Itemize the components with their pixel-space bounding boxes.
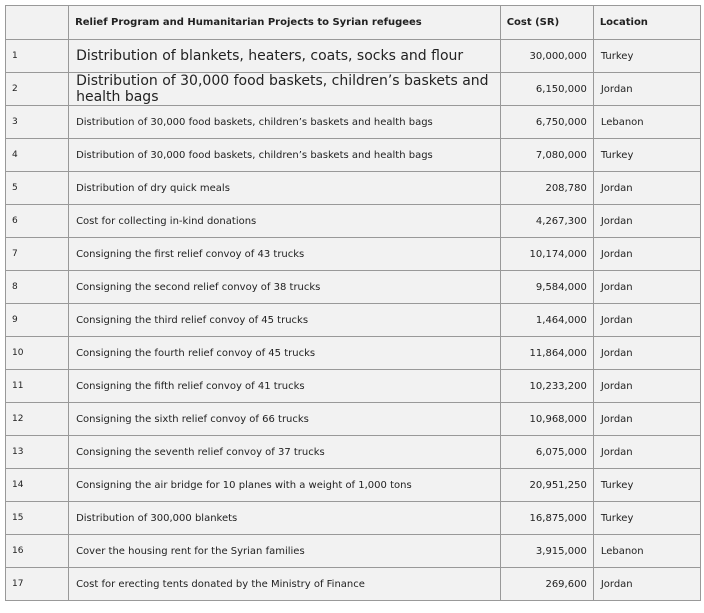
row-program: Consigning the second relief convoy of 38 trucks — [69, 271, 501, 304]
row-program: Distribution of dry quick meals — [69, 172, 501, 205]
row-location: Jordan — [593, 172, 700, 205]
row-number: 11 — [6, 370, 69, 403]
header-program: Relief Program and Humanitarian Projects to Syrian refugees — [69, 6, 501, 40]
row-cost: 9,584,000 — [500, 271, 593, 304]
header-number — [6, 6, 69, 40]
table-header-row — [6, 6, 701, 40]
row-location: Jordan — [593, 370, 700, 403]
row-cost: 3,915,000 — [500, 535, 593, 568]
table-row — [6, 172, 701, 205]
row-location: Jordan — [593, 238, 700, 271]
table-row — [6, 436, 701, 469]
row-number: 12 — [6, 403, 69, 436]
row-program: Distribution of 30,000 food baskets, children’s baskets and health bags — [69, 139, 501, 172]
row-number: 14 — [6, 469, 69, 502]
header-cost: Cost (SR) — [500, 6, 593, 40]
row-cost: 20,951,250 — [500, 469, 593, 502]
table-row — [6, 370, 701, 403]
table-body — [6, 40, 701, 601]
row-number: 9 — [6, 304, 69, 337]
row-location: Turkey — [593, 40, 700, 73]
row-program: Consigning the air bridge for 10 planes with a weight of 1,000 tons — [69, 469, 501, 502]
row-cost: 10,174,000 — [500, 238, 593, 271]
row-number: 2 — [6, 73, 69, 106]
row-location: Turkey — [593, 139, 700, 172]
table-row — [6, 337, 701, 370]
table-row — [6, 568, 701, 601]
row-location: Jordan — [593, 271, 700, 304]
table-row — [6, 304, 701, 337]
row-number: 15 — [6, 502, 69, 535]
row-number: 10 — [6, 337, 69, 370]
row-program: Distribution of 300,000 blankets — [69, 502, 501, 535]
row-number: 7 — [6, 238, 69, 271]
row-location: Lebanon — [593, 106, 700, 139]
table-row — [6, 73, 701, 106]
row-number: 5 — [6, 172, 69, 205]
table-row — [6, 535, 701, 568]
row-location: Jordan — [593, 403, 700, 436]
row-program: Distribution of 30,000 food baskets, children’s baskets and health bags — [69, 73, 501, 106]
table-row — [6, 271, 701, 304]
row-location: Jordan — [593, 337, 700, 370]
row-program: Consigning the fifth relief convoy of 41 trucks — [69, 370, 501, 403]
row-cost: 6,075,000 — [500, 436, 593, 469]
row-cost: 7,080,000 — [500, 139, 593, 172]
row-location: Jordan — [593, 205, 700, 238]
row-number: 6 — [6, 205, 69, 238]
row-cost: 1,464,000 — [500, 304, 593, 337]
table-row — [6, 139, 701, 172]
row-location: Turkey — [593, 469, 700, 502]
table-row — [6, 469, 701, 502]
row-program: Consigning the first relief convoy of 43 trucks — [69, 238, 501, 271]
row-cost: 10,233,200 — [500, 370, 593, 403]
row-number: 4 — [6, 139, 69, 172]
row-cost: 4,267,300 — [500, 205, 593, 238]
table-row — [6, 238, 701, 271]
table-row — [6, 403, 701, 436]
row-cost: 269,600 — [500, 568, 593, 601]
row-number: 8 — [6, 271, 69, 304]
row-location: Turkey — [593, 502, 700, 535]
row-program: Consigning the third relief convoy of 45 trucks — [69, 304, 501, 337]
row-location: Jordan — [593, 436, 700, 469]
row-number: 13 — [6, 436, 69, 469]
row-location: Jordan — [593, 304, 700, 337]
row-program: Distribution of 30,000 food baskets, children’s baskets and health bags — [69, 106, 501, 139]
table-row — [6, 205, 701, 238]
row-cost: 16,875,000 — [500, 502, 593, 535]
table-row — [6, 502, 701, 535]
row-number: 17 — [6, 568, 69, 601]
row-program: Consigning the fourth relief convoy of 45 trucks — [69, 337, 501, 370]
row-program: Distribution of blankets, heaters, coats, socks and flour — [69, 40, 501, 73]
row-number: 3 — [6, 106, 69, 139]
row-program: Cover the housing rent for the Syrian families — [69, 535, 501, 568]
row-program: Cost for erecting tents donated by the Ministry of Finance — [69, 568, 501, 601]
row-cost: 6,150,000 — [500, 73, 593, 106]
table-row — [6, 40, 701, 73]
row-location: Jordan — [593, 73, 700, 106]
row-cost: 6,750,000 — [500, 106, 593, 139]
row-cost: 208,780 — [500, 172, 593, 205]
row-program: Consigning the sixth relief convoy of 66 trucks — [69, 403, 501, 436]
row-cost: 30,000,000 — [500, 40, 593, 73]
row-program: Consigning the seventh relief convoy of 37 trucks — [69, 436, 501, 469]
table-row — [6, 106, 701, 139]
row-program: Cost for collecting in-kind donations — [69, 205, 501, 238]
row-number: 16 — [6, 535, 69, 568]
row-cost: 10,968,000 — [500, 403, 593, 436]
relief-projects-table — [5, 5, 701, 601]
header-location: Location — [593, 6, 700, 40]
row-number: 1 — [6, 40, 69, 73]
row-location: Lebanon — [593, 535, 700, 568]
row-cost: 11,864,000 — [500, 337, 593, 370]
row-location: Jordan — [593, 568, 700, 601]
